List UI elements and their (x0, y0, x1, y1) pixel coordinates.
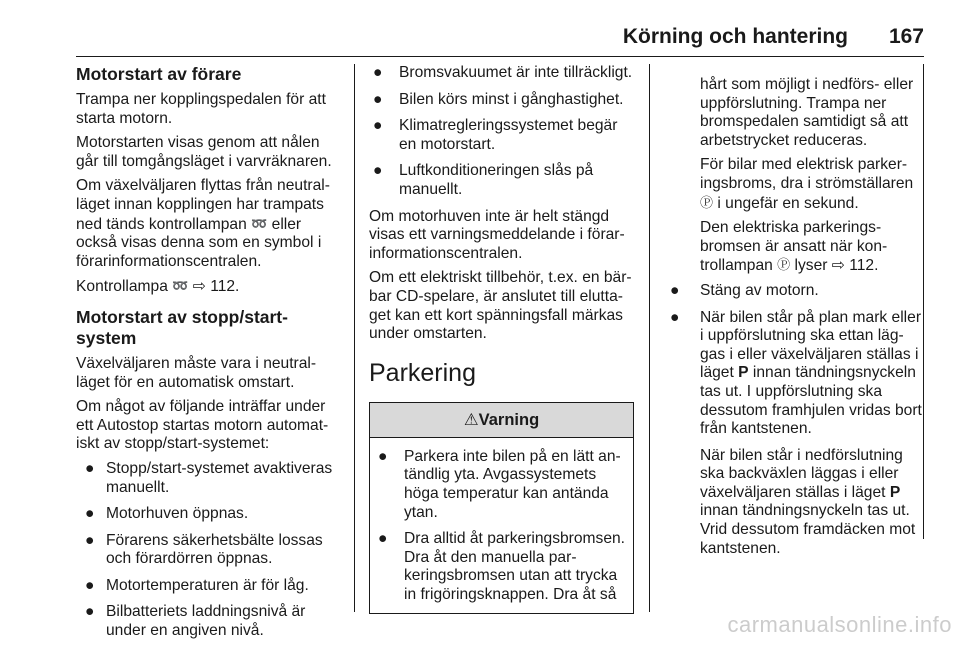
paragraph (76, 277, 344, 297)
list-item (369, 91, 634, 110)
column-divider (354, 64, 355, 612)
column-3 (670, 76, 923, 564)
list-item (76, 603, 344, 640)
paragraph-text: För bilar med elektrisk parkeringsbroms, dra i strömställaren (700, 156, 914, 192)
column-divider (923, 64, 924, 539)
list-item (670, 282, 923, 301)
paragraph-text: Kontrollampa (76, 278, 168, 296)
heading-stopp-start: Motorstart av stopp/start-system (76, 306, 288, 348)
bullet-icon: ● (373, 90, 383, 108)
list-item (670, 309, 923, 439)
bullet-icon: ● (670, 281, 680, 299)
page-reference[interactable]: 112. (849, 257, 879, 275)
list-item (76, 532, 344, 569)
paragraph: Motorstarten visas genom att nålen går till tomgångsläget i varvräknaren. (76, 134, 332, 170)
bullet-icon: ● (378, 530, 388, 548)
bullet-icon: ● (85, 531, 95, 549)
paragraph: Om ett elektriskt tillbehör, t.ex. en bärbar CD-spelare, är anslutet till eluttaget kan ett kort spänningsfall märkas under omstarten. (369, 269, 632, 343)
bullet-icon: ● (670, 308, 680, 326)
bullet-icon: ● (85, 459, 95, 477)
gear-position-p: P (738, 364, 749, 382)
parking-brake-icon: Ⓟ (700, 194, 714, 210)
list-item-text: innan tändningsnyckeln tas ut. I uppförslutning ska dessutom framhjulen vridas bort från kantstenen. (700, 364, 922, 438)
list-item-text: Parkera inte bilen på en lätt antändlig yta. Avgassystemets höga temperatur kan antända ytan. (404, 447, 621, 521)
paragraph: Om något av följande inträffar under ett Autostop startas motorn automatiskt av stopp/start-systemet: (76, 398, 329, 453)
bullet-icon: ● (85, 505, 95, 523)
list-item-text: Motorhuven öppnas. (106, 505, 249, 523)
paragraph-text: När bilen står i nedförslutning ska backväxlen läggas i eller växelväljaren ställas i läget (700, 446, 903, 501)
paragraph-text: Om växelväljaren flyttas från neutralläget innan kopplingen har trampats ned tänds kontrollampan (76, 177, 330, 233)
warning-header (370, 403, 633, 438)
column-2 (369, 64, 634, 614)
list-item-text: Förarens säkerhetsbälte lossas och förardörren öppnas. (106, 531, 323, 568)
page-reference-arrow-icon: ⇨ (192, 278, 206, 296)
page-reference[interactable]: 112. (210, 278, 240, 296)
list-item (76, 505, 344, 524)
bullet-list (369, 64, 634, 200)
list-item-text: Bilen körs minst i gånghastighet. (399, 90, 624, 108)
bullet-list (76, 460, 344, 641)
list-item (374, 448, 625, 522)
paragraph (76, 177, 344, 271)
bullet-icon: ● (85, 603, 95, 621)
list-item (369, 117, 634, 154)
paragraph-text: i ungefär en sekund. (717, 194, 859, 212)
parking-brake-icon: Ⓟ (777, 257, 791, 273)
list-item-text: Luftkonditioneringen slås på manuellt. (399, 162, 594, 198)
paragraph (670, 447, 923, 559)
warning-body (370, 438, 633, 605)
list-item-text: Dra alltid åt parkeringsbromsen. Dra åt den manuella parkeringsbromsen utan att trycka in frigöringsknappen. Dra åt så (404, 530, 626, 603)
paragraph-text: eller också visas denna som en symbol i förarinformationscentralen. (76, 215, 322, 270)
paragraph: Växelväljaren måste vara i neutralläget för en automatisk omstart. (76, 354, 317, 391)
page-reference-arrow-icon: ⇨ (831, 257, 845, 275)
list-item (76, 460, 344, 497)
page-header (76, 22, 924, 57)
warning-title: Varning (478, 410, 540, 429)
watermark: carmanualsonline.info (727, 612, 952, 637)
list-item-text: Motortemperaturen är för låg. (106, 576, 309, 594)
list-item-text: Bromsvakuumet är inte tillräckligt. (399, 64, 633, 81)
list-item-text: Bilbatteriets laddningsnivå är under en angiven nivå. (106, 603, 306, 640)
list-item (76, 577, 344, 596)
paragraph: hårt som möjligt i nedförs- eller uppförslutning. Trampa ner bromspedalen samtidigt så att arbetstrycket reduceras. (700, 76, 914, 149)
warning-list (374, 448, 625, 605)
bullet-icon: ● (373, 117, 383, 135)
bullet-icon: ● (85, 576, 95, 594)
list-item-text: Stopp/start-systemet avaktiveras manuellt. (106, 459, 333, 496)
list-item (374, 530, 625, 604)
paragraph (670, 219, 923, 276)
column-1 (76, 64, 344, 649)
list-item (369, 162, 634, 199)
list-item (369, 64, 634, 83)
gear-position-p: P (889, 483, 901, 501)
paragraph (670, 156, 923, 213)
warning-triangle-icon: ⚠ (463, 410, 479, 429)
engine-warning-icon: ➿ (251, 215, 268, 231)
heading-motorstart-forare: Motorstart av förare (76, 64, 242, 84)
paragraph: Trampa ner kopplingspedalen för att starta motorn. (76, 91, 326, 127)
paragraph: Om motorhuven inte är helt stängd visas ett varningsmeddelande i förarinformationscentralen. (369, 207, 625, 262)
page-number: 167 (888, 25, 924, 48)
column-divider (649, 64, 650, 612)
list-item-text: Stäng av motorn. (700, 281, 819, 299)
section-title: Körning och hantering (622, 25, 848, 48)
paragraph-text: Den elektriska parkeringsbromsen är ansatt när kontrollampan (700, 219, 888, 275)
engine-warning-icon: ➿ (172, 278, 189, 294)
bullet-icon: ● (373, 162, 383, 180)
heading-parkering: Parkering (369, 358, 476, 387)
paragraph-text: lyser (794, 257, 828, 275)
bullet-list (670, 282, 923, 439)
bullet-icon: ● (373, 64, 383, 81)
list-item-text: Klimatregleringssystemet begär en motorstart. (399, 117, 618, 153)
bullet-icon: ● (378, 447, 388, 465)
paragraph-text: innan tändningsnyckeln tas ut. Vrid dessutom framdäcken mot kantstenen. (700, 502, 916, 557)
list-item-text: När bilen står på plan mark eller i uppförslutning ska ettan läggas i eller växelväljaren ställas i läget (700, 308, 922, 382)
warning-box (369, 402, 634, 614)
